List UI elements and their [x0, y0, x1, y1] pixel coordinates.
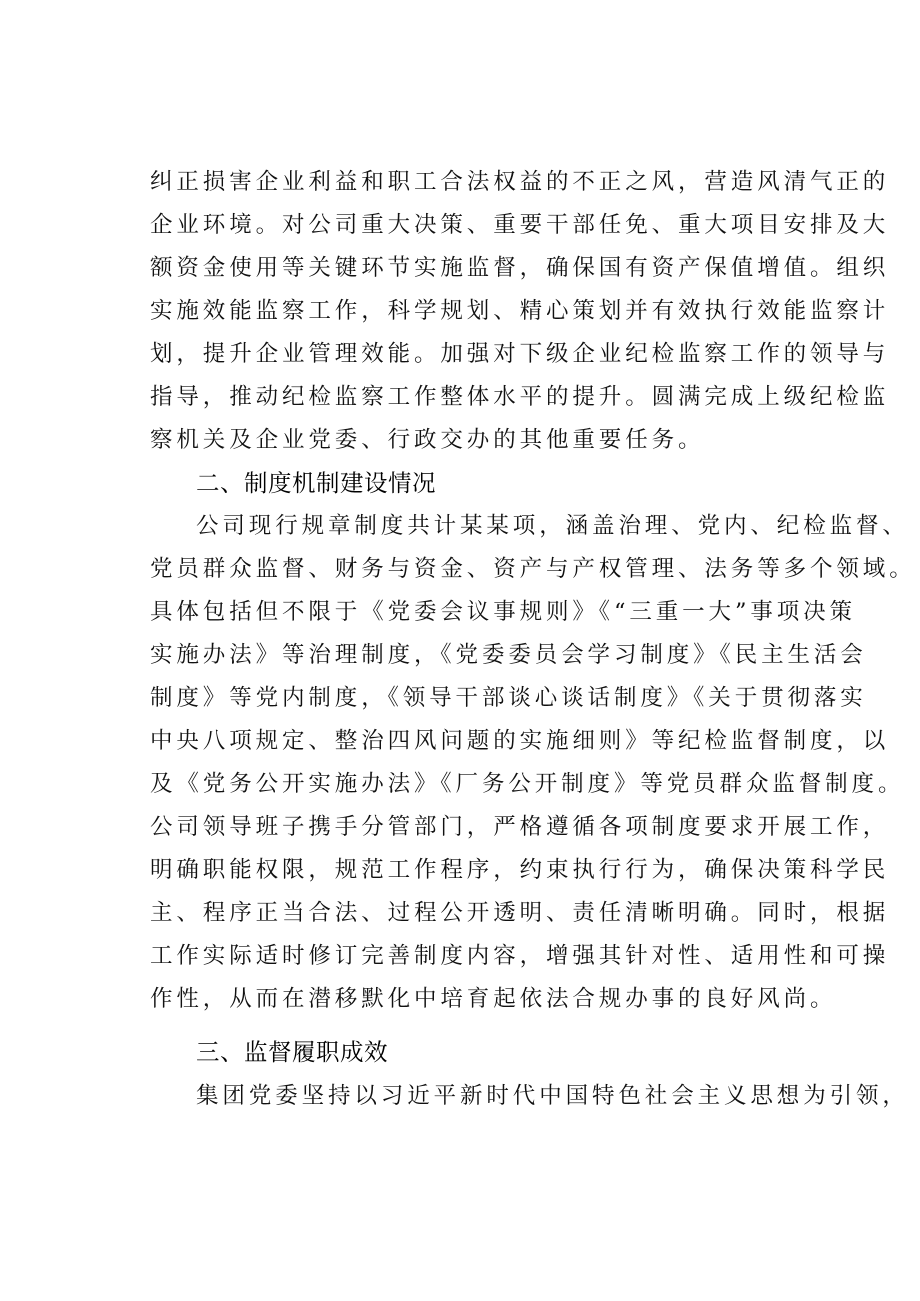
body-line: 明确职能权限，规范工作程序，约束执行行为，确保决策科学民 [150, 857, 890, 883]
body-line: 工作实际适时修订完善制度内容，增强其针对性、适用性和可操 [150, 943, 890, 969]
body-line: 作性，从而在潜移默化中培育起依法合规办事的良好风尚。 [150, 986, 837, 1012]
body-line: 及《党务公开实施办法》《厂务公开制度》等党员群众监督制度。 [150, 771, 905, 797]
body-line: 集团党委坚持以习近平新时代中国特色社会主义思想为引领， [196, 1083, 909, 1109]
body-line: 公司现行规章制度共计某某项，涵盖治理、党内、纪检监督、 [196, 513, 909, 539]
body-line: 中央八项规定、整治四风问题的实施细则》等纪检监督制度，以 [150, 728, 890, 754]
body-line: 察机关及企业党委、行政交办的其他重要任务。 [150, 427, 705, 453]
body-line: 纠正损害企业利益和职工合法权益的不正之风，营造风清气正的 [150, 169, 890, 195]
body-line: 划，提升企业管理效能。加强对下级企业纪检监察工作的领导与 [150, 341, 890, 367]
section-heading-3: 三、监督履职成效 [196, 1038, 388, 1066]
body-line: 实施效能监察工作，科学规划、精心策划并有效执行效能监察计 [150, 298, 890, 324]
body-line: 主、程序正当合法、过程公开透明、责任清晰明确。同时，根据 [150, 900, 890, 926]
body-line: 制度》等党内制度，《领导干部谈心谈话制度》《关于贯彻落实 [150, 685, 867, 711]
body-line: 具体包括但不限于《党委会议事规则》《“三重一大”事项决策 [150, 599, 856, 625]
section-heading-2: 二、制度机制建设情况 [196, 469, 436, 497]
body-line: 实施办法》等治理制度，《党委委员会学习制度》《民主生活会 [150, 642, 867, 668]
body-line: 公司领导班子携手分管部门，严格遵循各项制度要求开展工作， [150, 814, 890, 840]
body-line: 企业环境。对公司重大决策、重要干部任免、重大项目安排及大 [150, 212, 890, 238]
body-line: 党员群众监督、财务与资金、资产与产权管理、法务等多个领域。 [150, 556, 916, 582]
body-line: 额资金使用等关键环节实施监督，确保国有资产保值增值。组织 [150, 255, 890, 281]
body-line: 指导，推动纪检监察工作整体水平的提升。圆满完成上级纪检监 [150, 384, 890, 410]
